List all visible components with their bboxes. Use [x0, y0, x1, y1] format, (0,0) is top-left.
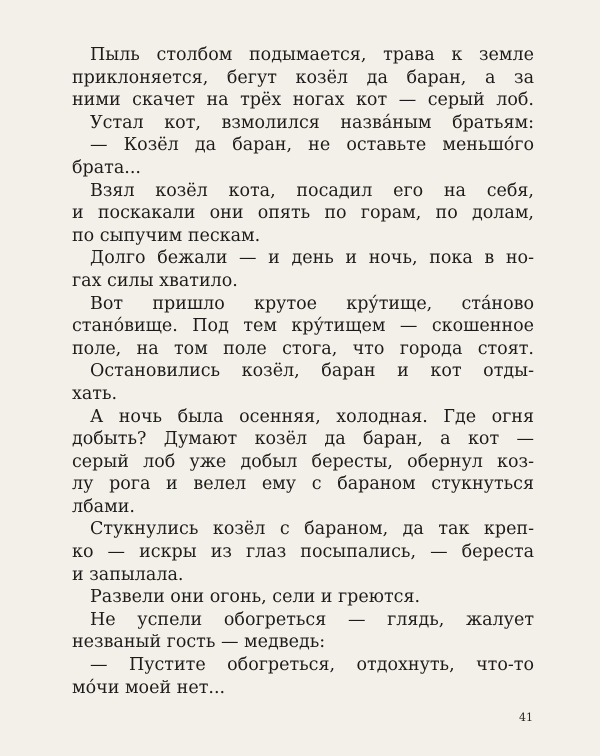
- text-line: Остановились козёл, баран и кот отды-: [90, 361, 534, 382]
- text-line: ко — искры из глаз посыпались, — береста: [72, 542, 534, 563]
- text-line: серый лоб уже добыл бересты, обернул коз-: [72, 451, 534, 472]
- text-line: Взял козёл кота, посадил его на себя,: [90, 180, 534, 201]
- text-line: лбами.: [72, 496, 135, 517]
- text-line: и запылала.: [72, 564, 184, 585]
- text-line: Устал кот, взмолился назва́ным братьям:: [90, 112, 534, 133]
- text-line: — Пустите обогреться, отдохнуть, что-то: [90, 655, 534, 676]
- text-line: и поскакали они опять по горам, по долам,: [72, 203, 534, 224]
- text-line: А ночь была осенняя, холодная. Где огня: [90, 406, 534, 427]
- text-line: Пыль столбом подымается, трава к земле: [90, 45, 534, 65]
- text-line: брата...: [72, 157, 141, 178]
- text-line: ними скачет на трёх ногах кот — серый лоб.: [72, 90, 534, 111]
- text-line: хать.: [72, 383, 118, 404]
- text-line: Не успели обогреться — глядь, жалует: [90, 609, 534, 630]
- text-line: мо́чи моей нет...: [72, 677, 226, 698]
- page-number: 41: [519, 711, 533, 724]
- text-line: незваный гость — медведь:: [72, 632, 326, 653]
- text-line: поле, на том поле стога, что города стоят.: [72, 338, 534, 359]
- text-line: Вот пришло крутое кру́тище, ста́ново: [90, 293, 534, 314]
- text-line: лу рога и велел ему с бараном стукнуться: [72, 474, 534, 495]
- story-text: [72, 44, 534, 699]
- text-line: добыть? Думают козёл да баран, а кот —: [72, 429, 534, 450]
- text-line: — Козёл да баран, не оставьте меньшо́го: [90, 135, 534, 156]
- text-line: Стукнулись козёл с бараном, да так креп-: [90, 519, 534, 540]
- text-line: стано́вище. Под тем кру́тищем — скошенное: [72, 316, 534, 337]
- text-line: по сыпучим пескам.: [72, 225, 261, 246]
- text-line: гах силы хватило.: [72, 270, 238, 291]
- text-line: Развели они огонь, сели и греются.: [90, 587, 421, 608]
- text-line: приклоняется, бегут козёл да баран, а за: [72, 67, 534, 88]
- text-line: Долго бежали — и день и ночь, пока в но-: [90, 248, 534, 269]
